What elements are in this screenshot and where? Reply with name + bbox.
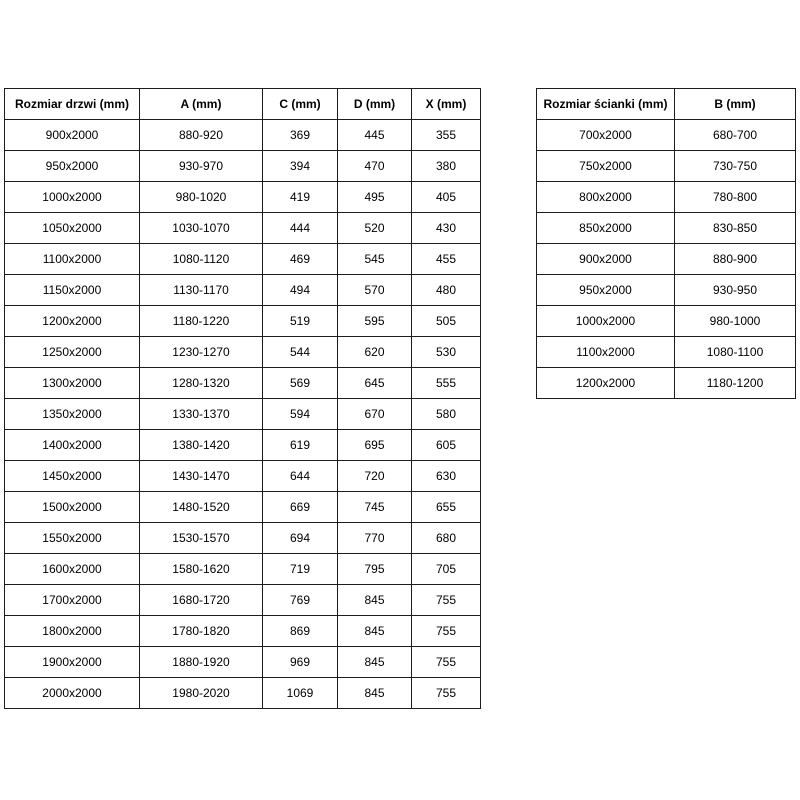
table-cell: 845	[338, 616, 412, 647]
door-sizes-table	[4, 88, 481, 709]
table-row	[537, 182, 796, 213]
table-cell: 1000x2000	[537, 306, 675, 337]
table-cell: 1230-1270	[140, 337, 263, 368]
table-cell: 750x2000	[537, 151, 675, 182]
table-cell: 2000x2000	[5, 678, 140, 709]
table-cell: 620	[338, 337, 412, 368]
table-cell: 1030-1070	[140, 213, 263, 244]
table-cell: 720	[338, 461, 412, 492]
table-cell: 605	[412, 430, 481, 461]
table-cell: 1900x2000	[5, 647, 140, 678]
door-sizes-table-header	[5, 89, 481, 120]
table-cell: 880-900	[675, 244, 796, 275]
table-cell: 869	[263, 616, 338, 647]
table-cell: 795	[338, 554, 412, 585]
table-row	[537, 244, 796, 275]
table-cell: 630	[412, 461, 481, 492]
table-cell: 645	[338, 368, 412, 399]
table-row	[5, 368, 481, 399]
table-cell: 1050x2000	[5, 213, 140, 244]
table-cell: 405	[412, 182, 481, 213]
table-row	[5, 523, 481, 554]
column-header: A (mm)	[140, 89, 263, 120]
table-cell: 380	[412, 151, 481, 182]
table-cell: 1080-1120	[140, 244, 263, 275]
table-cell: 845	[338, 585, 412, 616]
table-cell: 769	[263, 585, 338, 616]
table-row	[5, 585, 481, 616]
table-row	[5, 275, 481, 306]
table-cell: 469	[263, 244, 338, 275]
table-cell: 1780-1820	[140, 616, 263, 647]
table-cell: 950x2000	[5, 151, 140, 182]
table-cell: 694	[263, 523, 338, 554]
table-cell: 1180-1220	[140, 306, 263, 337]
table-cell: 1180-1200	[675, 368, 796, 399]
table-cell: 680-700	[675, 120, 796, 151]
table-cell: 520	[338, 213, 412, 244]
table-cell: 544	[263, 337, 338, 368]
table-cell: 845	[338, 678, 412, 709]
table-cell: 755	[412, 647, 481, 678]
table-cell: 1400x2000	[5, 430, 140, 461]
table-cell: 445	[338, 120, 412, 151]
column-header: Rozmiar ścianki (mm)	[537, 89, 675, 120]
table-cell: 880-920	[140, 120, 263, 151]
table-cell: 1330-1370	[140, 399, 263, 430]
table-cell: 680	[412, 523, 481, 554]
table-cell: 1450x2000	[5, 461, 140, 492]
table-cell: 394	[263, 151, 338, 182]
table-cell: 495	[338, 182, 412, 213]
table-cell: 705	[412, 554, 481, 585]
table-row	[5, 306, 481, 337]
table-cell: 1600x2000	[5, 554, 140, 585]
table-row	[537, 151, 796, 182]
table-cell: 745	[338, 492, 412, 523]
table-cell: 1500x2000	[5, 492, 140, 523]
door-sizes-table-body	[5, 120, 481, 709]
table-row	[5, 213, 481, 244]
table-cell: 950x2000	[537, 275, 675, 306]
table-cell: 755	[412, 585, 481, 616]
table-row	[5, 430, 481, 461]
table-cell: 369	[263, 120, 338, 151]
table-row	[5, 492, 481, 523]
table-row	[537, 306, 796, 337]
table-cell: 644	[263, 461, 338, 492]
table-cell: 700x2000	[537, 120, 675, 151]
table-cell: 569	[263, 368, 338, 399]
table-cell: 594	[263, 399, 338, 430]
table-cell: 730-750	[675, 151, 796, 182]
table-cell: 930-950	[675, 275, 796, 306]
table-cell: 1800x2000	[5, 616, 140, 647]
table-cell: 969	[263, 647, 338, 678]
column-header: D (mm)	[338, 89, 412, 120]
table-cell: 580	[412, 399, 481, 430]
table-row	[537, 275, 796, 306]
column-header: Rozmiar drzwi (mm)	[5, 89, 140, 120]
table-cell: 1250x2000	[5, 337, 140, 368]
table-row	[5, 616, 481, 647]
table-row	[537, 337, 796, 368]
table-cell: 595	[338, 306, 412, 337]
table-cell: 1430-1470	[140, 461, 263, 492]
table-cell: 900x2000	[537, 244, 675, 275]
table-cell: 980-1000	[675, 306, 796, 337]
table-cell: 1200x2000	[5, 306, 140, 337]
table-cell: 519	[263, 306, 338, 337]
column-header: C (mm)	[263, 89, 338, 120]
table-cell: 1380-1420	[140, 430, 263, 461]
table-cell: 1100x2000	[537, 337, 675, 368]
table-cell: 845	[338, 647, 412, 678]
table-cell: 1069	[263, 678, 338, 709]
table-cell: 850x2000	[537, 213, 675, 244]
table-cell: 444	[263, 213, 338, 244]
table-cell: 1200x2000	[537, 368, 675, 399]
table-cell: 355	[412, 120, 481, 151]
table-cell: 695	[338, 430, 412, 461]
table-cell: 1300x2000	[5, 368, 140, 399]
table-cell: 419	[263, 182, 338, 213]
table-row	[5, 678, 481, 709]
table-cell: 1150x2000	[5, 275, 140, 306]
table-cell: 1350x2000	[5, 399, 140, 430]
table-cell: 505	[412, 306, 481, 337]
table-cell: 1580-1620	[140, 554, 263, 585]
table-cell: 1980-2020	[140, 678, 263, 709]
table-cell: 670	[338, 399, 412, 430]
table-row	[5, 182, 481, 213]
table-cell: 494	[263, 275, 338, 306]
table-cell: 755	[412, 616, 481, 647]
table-cell: 1530-1570	[140, 523, 263, 554]
table-cell: 800x2000	[537, 182, 675, 213]
table-cell: 455	[412, 244, 481, 275]
table-cell: 619	[263, 430, 338, 461]
table-cell: 1280-1320	[140, 368, 263, 399]
table-cell: 669	[263, 492, 338, 523]
table-row	[5, 461, 481, 492]
table-cell: 470	[338, 151, 412, 182]
table-cell: 980-1020	[140, 182, 263, 213]
wall-sizes-table-header	[537, 89, 796, 120]
column-header: X (mm)	[412, 89, 481, 120]
table-row	[5, 151, 481, 182]
table-cell: 480	[412, 275, 481, 306]
table-cell: 545	[338, 244, 412, 275]
table-row	[5, 399, 481, 430]
table-cell: 770	[338, 523, 412, 554]
wall-sizes-table-body	[537, 120, 796, 399]
table-row	[537, 368, 796, 399]
table-cell: 570	[338, 275, 412, 306]
table-row	[5, 337, 481, 368]
table-cell: 1000x2000	[5, 182, 140, 213]
table-row	[537, 120, 796, 151]
table-cell: 1550x2000	[5, 523, 140, 554]
table-row	[5, 244, 481, 275]
wall-sizes-table	[536, 88, 796, 399]
table-cell: 1880-1920	[140, 647, 263, 678]
table-row	[5, 647, 481, 678]
table-cell: 830-850	[675, 213, 796, 244]
table-cell: 1700x2000	[5, 585, 140, 616]
table-cell: 1680-1720	[140, 585, 263, 616]
table-cell: 430	[412, 213, 481, 244]
column-header: B (mm)	[675, 89, 796, 120]
header-row	[537, 89, 796, 120]
table-row	[537, 213, 796, 244]
table-cell: 1130-1170	[140, 275, 263, 306]
table-cell: 1480-1520	[140, 492, 263, 523]
table-cell: 900x2000	[5, 120, 140, 151]
table-cell: 1100x2000	[5, 244, 140, 275]
table-cell: 719	[263, 554, 338, 585]
table-cell: 755	[412, 678, 481, 709]
table-cell: 655	[412, 492, 481, 523]
table-cell: 1080-1100	[675, 337, 796, 368]
table-row	[5, 554, 481, 585]
table-cell: 930-970	[140, 151, 263, 182]
table-cell: 530	[412, 337, 481, 368]
table-cell: 780-800	[675, 182, 796, 213]
table-row	[5, 120, 481, 151]
table-cell: 555	[412, 368, 481, 399]
header-row	[5, 89, 481, 120]
